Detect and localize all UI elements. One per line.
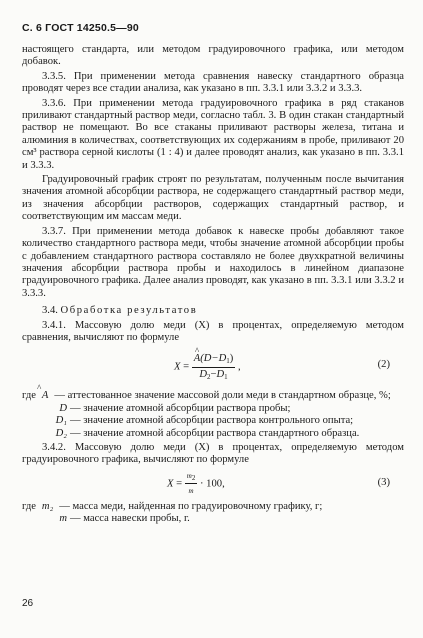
section-title: Обработка результатов xyxy=(60,305,198,317)
definition-row xyxy=(22,428,404,440)
definition-row xyxy=(22,513,404,525)
formula-2-den-a: D xyxy=(199,368,208,380)
formula-3-tail: · 100, xyxy=(200,478,225,490)
paragraph-calibration-graph: Градуировочный график строят по результатам, полученным после вычитания значения атомной абсорбции раствора, не содержащего стандартный раствор меди, из значения абсорбции растворов, содержащих стандартный раствор, и соответствующим им массам меди. xyxy=(22,174,404,223)
definition-row xyxy=(22,501,404,513)
page-number: 26 xyxy=(22,598,34,609)
formula-2-den-b-sub: 1 xyxy=(224,372,228,381)
formula-3-lhs: X xyxy=(167,478,174,490)
formula-3-num-sub: 2 xyxy=(191,473,196,482)
definition-text: — значение атомной абсорбции раствора контрольного опыта; xyxy=(70,415,354,427)
formula-2-num-sub: 1 xyxy=(226,357,230,366)
definition-symbol: ^ A xyxy=(36,390,51,402)
formula-3-body xyxy=(167,470,225,498)
paragraph-3-3-6: 3.3.6. При применении метода градуировочного графика в ряд стаканов приливают стандартный раствор меди, согласно табл. 3. В один стакан стандартный раствор не помещают. Во все стаканы приливают растворы железа, титана и алюминия в количествах, соответствующих их содержаниям в пробе, приливают 20 см³ раствора серной кислоты (1 : 4) и далее проводят анализ, как указано в пп. 3.3.1 и 3.3.3. xyxy=(22,97,404,171)
formula-2-denominator xyxy=(192,368,236,381)
formula-2-num-rest: (D−D xyxy=(200,353,227,365)
definition-text: — значение атомной абсорбции раствора пробы; xyxy=(70,402,291,414)
definition-row xyxy=(22,390,404,402)
formula-2-eq: = xyxy=(183,361,190,373)
formula-2-trail: , xyxy=(237,361,241,373)
definition-symbol: D xyxy=(59,402,67,414)
formula-3-number: (3) xyxy=(377,476,390,488)
definition-text: — масса меди, найденная по градуировочному графику, г; xyxy=(59,500,323,512)
formula-3-num: m xyxy=(186,471,192,480)
formula-3-denominator xyxy=(185,484,198,497)
formula-3-numerator xyxy=(185,470,198,484)
definition-text: — масса навески пробы, г. xyxy=(70,513,190,525)
formula-3-eq: = xyxy=(176,478,183,490)
definition-text: — аттестованное значение массовой доли меди в стандартном образце, %; xyxy=(54,390,391,402)
section-heading xyxy=(22,305,404,317)
definition-symbol: m xyxy=(59,513,67,525)
paragraph-3-4-1: 3.4.1. Массовую долю меди (X) в процентах, определяемую методом сравнения, вычисляют по формуле xyxy=(22,319,404,343)
page-header: С. 6 ГОСТ 14250.5—90 xyxy=(22,22,139,34)
formula-2-num-close: ) xyxy=(229,353,234,365)
definition-lead: где xyxy=(22,500,36,512)
definition-row xyxy=(22,415,404,427)
formula-2-den-b: D xyxy=(216,368,225,380)
formula-2-body xyxy=(174,353,241,381)
paragraph-3-3-7: 3.3.7. При применении метода добавок к навеске пробы добавляют такое количество стандартного раствора меди, чтобы значение атомной абсорбции пробы с добавлением стандартного раствора составляло не более двухкратной величины значения абсорбции раствора пробы и находилось в линейном диапазоне градуировочного графика. Далее анализ проводят, как указано в пп. 3.3.1 или 3.3.2 и 3.3.3. xyxy=(22,225,404,299)
section-number: 3.4. xyxy=(42,305,58,317)
paragraph-3-4-2: 3.4.2. Массовую долю меди (X) в процентах, определяемую методом градуировочного графика, вычисляют по формуле xyxy=(22,441,404,466)
definition-symbol: m₂ xyxy=(41,500,54,512)
definition-lead: где xyxy=(22,390,36,402)
paragraph-continuation: настоящего стандарта, или методом градуировочного графика, или методом добавок. xyxy=(22,44,404,68)
formula-2-fraction xyxy=(192,353,236,381)
paragraph-3-3-5: 3.3.5. При применении метода сравнения навеску стандартного образца проводят через все стадии анализа, как указано в пп. 3.3.1 или 3.3.2 и 3.3.3. xyxy=(22,70,404,95)
formula-2-numerator xyxy=(192,353,236,367)
formula-2-den-a-sub: 2 xyxy=(207,372,211,381)
definition-symbol: D₂ xyxy=(55,427,67,439)
formula-2-number: (2) xyxy=(377,359,390,371)
definition-row xyxy=(22,403,404,415)
definition-text: — значение атомной абсорбции раствора стандартного образца. xyxy=(70,427,360,439)
page-content xyxy=(22,44,404,526)
definition-symbol: D₁ xyxy=(55,415,67,427)
formula-2-lhs: X xyxy=(174,361,181,373)
formula-2 xyxy=(22,347,404,387)
formula-3-den: m xyxy=(188,487,194,496)
formula-3-fraction xyxy=(185,470,198,498)
formula-2-den-minus: − xyxy=(210,368,217,380)
formula-2-a-hat: ^ A xyxy=(194,353,200,365)
formula-3-definitions xyxy=(22,501,404,526)
formula-3 xyxy=(22,470,404,498)
formula-2-definitions xyxy=(22,390,404,440)
